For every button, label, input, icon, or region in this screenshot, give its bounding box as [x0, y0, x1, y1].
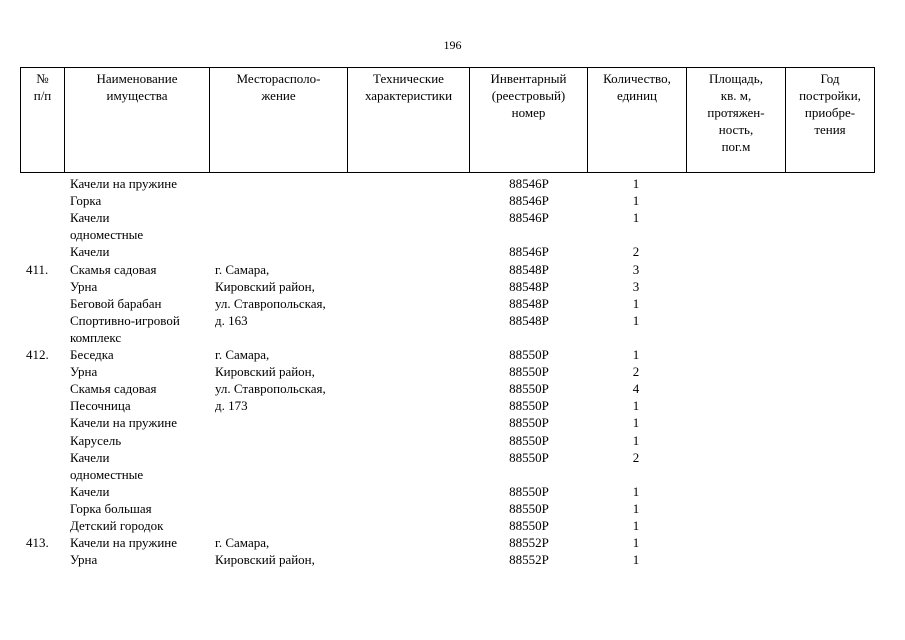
table-row: [0, 329, 905, 346]
table-row: [0, 226, 905, 243]
item-name: Детский городок: [70, 518, 164, 533]
item-quantity: 1: [632, 483, 640, 499]
table-row: [0, 312, 905, 329]
header-location: Месторасполо- жение: [209, 68, 347, 172]
inventory-number: 88546Р: [509, 210, 549, 226]
item-quantity: 1: [632, 176, 640, 191]
inventory-number: 88550Р: [509, 483, 549, 499]
item-name: Беговой барабан: [70, 295, 162, 311]
table-row: [0, 209, 905, 226]
table-row: [0, 466, 905, 483]
item-quantity: 3: [632, 261, 640, 277]
inventory-number: 88550Р: [509, 398, 549, 414]
item-location: г. Самара,: [215, 261, 270, 277]
item-quantity: 2: [632, 364, 640, 380]
table-row: [0, 414, 905, 431]
item-location: г. Самара,: [215, 347, 270, 362]
item-name: одноместные: [70, 466, 144, 482]
item-name: одноместные: [70, 227, 144, 243]
item-quantity: 1: [632, 193, 640, 209]
item-quantity: 1: [632, 432, 640, 448]
item-name: Качели на пружине: [70, 535, 178, 551]
item-name: Горка: [70, 193, 102, 209]
inventory-number: 88550Р: [509, 500, 549, 516]
table-header: [20, 67, 875, 173]
item-quantity: 1: [632, 415, 640, 431]
item-name: Урна: [70, 278, 98, 294]
inventory-number: 88550Р: [509, 347, 549, 362]
item-name: комплекс: [70, 329, 122, 345]
table-row: [0, 346, 905, 363]
inventory-number: 88550Р: [509, 432, 549, 448]
header-area: Площадь, кв. м, протяжен- ность, пог.м: [686, 68, 785, 172]
item-name: Качели: [70, 210, 110, 226]
item-quantity: 1: [632, 552, 640, 568]
header-num: № п/п: [20, 68, 64, 172]
item-name: Скамья садовая: [70, 261, 157, 277]
inventory-number: 88548Р: [509, 261, 549, 277]
inventory-number: 88548Р: [509, 312, 549, 328]
header-inventory: Инвентарный (реестровый) номер: [469, 68, 587, 172]
inventory-number: 88546Р: [509, 176, 549, 191]
item-name: Беседка: [70, 347, 114, 362]
table-row: [0, 192, 905, 209]
table-row: [0, 380, 905, 397]
row-number: 411.: [26, 261, 49, 277]
inventory-number: 88550Р: [509, 364, 549, 380]
table-row: [0, 432, 905, 449]
item-quantity: 1: [632, 347, 640, 362]
item-name: Спортивно-игровой: [70, 312, 180, 328]
item-name: Урна: [70, 364, 98, 380]
header-name: Наименование имущества: [64, 68, 209, 172]
item-quantity: 1: [632, 210, 640, 226]
item-location: г. Самара,: [215, 535, 270, 551]
item-quantity: 1: [632, 518, 640, 533]
page-number: 196: [443, 38, 462, 52]
item-name: Карусель: [70, 432, 122, 448]
item-quantity: 1: [632, 500, 640, 516]
inventory-number: 88550Р: [509, 415, 549, 431]
inventory-number: 88546Р: [509, 244, 549, 260]
table-row: [0, 449, 905, 466]
item-quantity: 2: [632, 449, 640, 465]
item-name: Скамья садовая: [70, 381, 157, 397]
inventory-number: 88546Р: [509, 193, 549, 209]
item-name: Качели: [70, 483, 110, 499]
item-location: ул. Ставропольская,: [215, 381, 326, 397]
item-quantity: 1: [632, 398, 640, 414]
inventory-number: 88550Р: [509, 518, 549, 533]
item-location: ул. Ставропольская,: [215, 295, 326, 311]
item-quantity: 1: [632, 295, 640, 311]
item-name: Качели: [70, 449, 110, 465]
item-location: Кировский район,: [215, 278, 315, 294]
table-row: [0, 397, 905, 414]
item-name: Горка большая: [70, 500, 152, 516]
table-row: [0, 243, 905, 260]
item-quantity: 3: [632, 278, 640, 294]
item-location: Кировский район,: [215, 364, 315, 380]
header-quantity: Количество, единиц: [587, 68, 686, 172]
item-quantity: 4: [632, 381, 640, 397]
table-row: [0, 551, 905, 568]
header-year: Год постройки, приобре- тения: [785, 68, 875, 172]
item-location: д. 173: [215, 398, 248, 414]
item-location: д. 163: [215, 312, 248, 328]
row-number: 412.: [26, 347, 49, 362]
item-name: Качели: [70, 244, 110, 260]
item-name: Качели на пружине: [70, 415, 178, 431]
item-quantity: 2: [632, 244, 640, 260]
item-quantity: 1: [632, 535, 640, 551]
inventory-number: 88550Р: [509, 449, 549, 465]
inventory-number: 88552Р: [509, 552, 549, 568]
table-row: [0, 534, 905, 551]
header-tech: Технические характеристики: [347, 68, 469, 172]
inventory-number: 88548Р: [509, 295, 549, 311]
inventory-number: 88552Р: [509, 535, 549, 551]
table-row: [0, 261, 905, 278]
inventory-number: 88550Р: [509, 381, 549, 397]
table-row: [0, 483, 905, 500]
table-row: [0, 295, 905, 312]
table-row: [0, 363, 905, 380]
inventory-number: 88548Р: [509, 278, 549, 294]
item-name: Урна: [70, 552, 98, 568]
table-row: [0, 278, 905, 295]
table-row: [0, 517, 905, 534]
row-number: 413.: [26, 535, 49, 551]
item-name: Песочница: [70, 398, 131, 414]
item-name: Качели на пружине: [70, 176, 178, 191]
item-location: Кировский район,: [215, 552, 315, 568]
item-quantity: 1: [632, 312, 640, 328]
table-row: [0, 500, 905, 517]
table-row: [0, 175, 905, 192]
